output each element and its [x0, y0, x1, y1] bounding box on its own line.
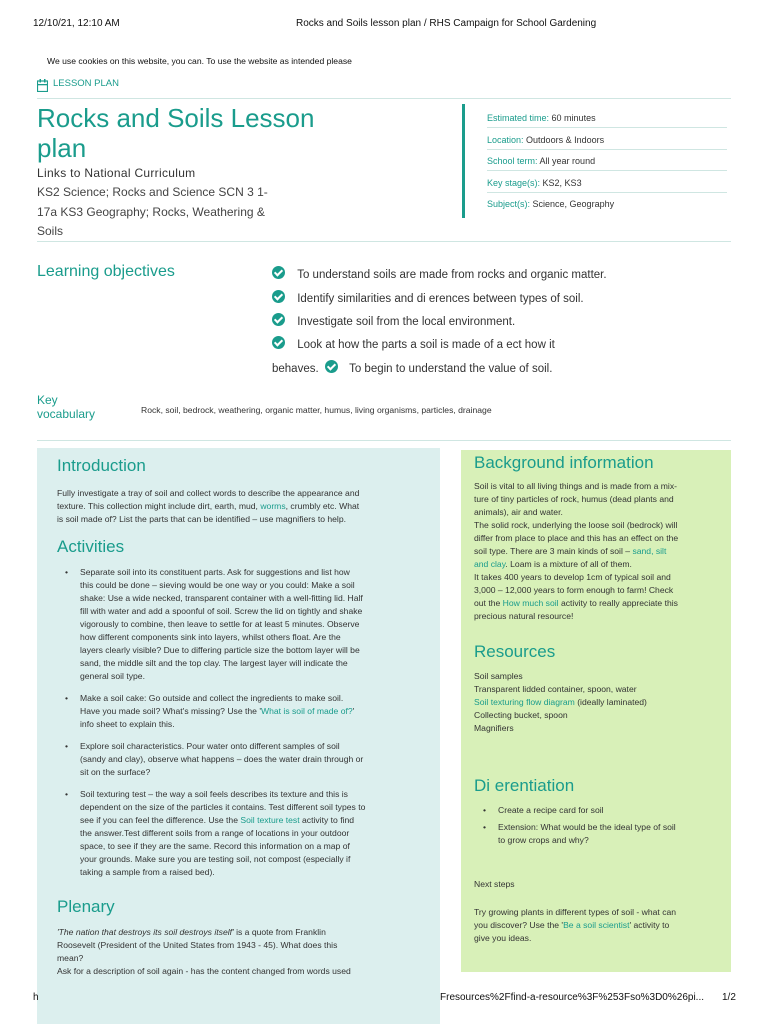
- text-span: see if you can feel the difference. Use the: [80, 815, 238, 825]
- learning-objectives-heading: Learning objectives: [37, 263, 175, 280]
- lesson-info-box: [462, 104, 733, 218]
- text-span: Have you made soil? What's missing? Use the ': [80, 706, 261, 716]
- text-line: Try growing plants in different types of soil - what can: [474, 907, 677, 917]
- text-span: , crumbly etc. What: [285, 501, 360, 511]
- resource-item: [474, 696, 724, 709]
- curriculum-heading: Links to National Curriculum: [37, 166, 196, 180]
- resource-item: Soil samples: [474, 671, 523, 681]
- objective-text: behaves.: [272, 363, 319, 375]
- text-span: ' activity to: [629, 920, 670, 930]
- divider: [37, 440, 731, 441]
- text-line: • Create a recipe card for soil: [498, 805, 604, 815]
- info-estimated-time: [487, 113, 727, 128]
- info-subjects: [487, 199, 727, 213]
- curriculum-line: KS2 Science; Rocks and Science SCN 3 1-: [37, 185, 268, 199]
- text-line: 3,000 – 12,000 years to form enough to farm! Check: [474, 585, 674, 595]
- be-a-soil-scientist-link[interactable]: Be a soil scientist: [563, 920, 630, 930]
- key-vocabulary-heading: Key: [37, 393, 58, 407]
- text-line: sand, the middle silt and the top clay. The largest layer will indicate the: [80, 658, 348, 668]
- text-line: Ask for a description of soil again - has the content changed from words used: [57, 966, 351, 976]
- next-steps-heading: Next steps: [474, 879, 515, 889]
- text-span: (ideally laminated): [577, 697, 647, 707]
- introduction-heading: Introduction: [57, 456, 146, 475]
- activity-item: [37, 788, 432, 879]
- text-span: activity to really appreciate this: [560, 598, 678, 608]
- objective-item: [272, 360, 552, 375]
- resources-list: [474, 670, 724, 735]
- text-line: • Extension: What would be the ideal type of soil: [498, 822, 676, 832]
- text-line: Soil is vital to all living things and is made from a mix-: [474, 481, 677, 491]
- text-line: (sandy and clay), observe what happens – does the water drain through or: [80, 754, 364, 764]
- info-school-term: [487, 156, 727, 171]
- page-title-line2: plan: [37, 133, 87, 163]
- curriculum-line: 17a KS3 Geography; Rocks, Weathering &: [37, 205, 265, 219]
- text-line: give you ideas.: [474, 933, 532, 943]
- activities-heading: Activities: [57, 537, 125, 556]
- text-line: sit on the surface?: [80, 767, 151, 777]
- text-line: animals), air and water.: [474, 507, 563, 517]
- text-line: [57, 500, 427, 513]
- resources-heading: Resources: [474, 642, 556, 661]
- resource-item: Magnifiers: [474, 723, 514, 733]
- activity-item: [37, 692, 432, 731]
- resource-item: Transparent lidded container, spoon, water: [474, 684, 637, 694]
- text-line: [474, 597, 724, 610]
- objective-text: To begin to understand the value of soil.: [349, 363, 553, 375]
- text-line: [474, 545, 724, 558]
- text-line: ture of tiny particles of rock, humus (dead plants and: [474, 494, 674, 504]
- text-line: [474, 919, 724, 932]
- info-value: Science, Geography: [532, 199, 615, 209]
- text-line: [474, 558, 724, 571]
- lesson-plan-label: LESSON PLAN: [53, 78, 119, 89]
- check-icon: [272, 290, 285, 303]
- resource-item: Collecting bucket, spoon: [474, 710, 568, 720]
- objective-text: To understand soils are made from rocks and organic matter.: [297, 269, 607, 281]
- plenary-heading: Plenary: [57, 897, 115, 916]
- text-line: [80, 814, 432, 827]
- info-label: Location:: [487, 135, 524, 145]
- text-line: layers clearly visible? Due to differing particle size the bottom layer will be: [80, 645, 360, 655]
- text-line: to grow crops and why?: [498, 835, 589, 845]
- text-line: fill with water and add a spoonful of soil. Screw the lid on tightly and shake: [80, 606, 363, 616]
- text-line: is soil made of? List the parts that can be identified – use magnifiers to help.: [57, 514, 347, 524]
- info-location: [487, 135, 727, 150]
- worms-link[interactable]: worms: [260, 501, 286, 511]
- check-icon: [272, 266, 285, 279]
- check-icon: [325, 360, 338, 373]
- objective-text: Investigate soil from the local environment.: [297, 316, 516, 328]
- key-vocabulary-heading: vocabulary: [37, 407, 96, 421]
- text-line: info sheet to explain this.: [80, 719, 175, 729]
- activities-list: [37, 566, 432, 879]
- objective-text: Identify similarities and di erences between types of soil.: [297, 293, 584, 305]
- text-span: . Loam is a mixture of all of them.: [505, 559, 632, 569]
- text-span: ': [352, 706, 355, 716]
- lesson-plan-icon: [37, 79, 48, 92]
- footer-page-number: 1/2: [722, 992, 736, 1003]
- text-line: this could be done – sieving would be one way or you could: Make a soil: [80, 580, 355, 590]
- check-icon: [272, 313, 285, 326]
- info-label: Estimated time:: [487, 113, 550, 123]
- text-line: vigorously to combine, then leave to settle for at least 5 minutes. Observe: [80, 619, 360, 629]
- key-vocabulary-text: Rock, soil, bedrock, weathering, organic matter, humus, living organisms, particles, drainage: [141, 405, 492, 415]
- curriculum-line: Soils: [37, 224, 64, 238]
- text-line: space, to see if they are the same. Record this information on a map of: [80, 841, 350, 851]
- text-line: • Explore soil characteristics. Pour water onto different samples of soil: [80, 741, 340, 751]
- print-datetime: 12/10/21, 12:10 AM: [33, 18, 120, 29]
- objective-item: [272, 313, 515, 328]
- text-line: It takes 400 years to develop 1cm of typical soil and: [474, 572, 671, 582]
- soil-types-link[interactable]: and clay: [474, 559, 506, 569]
- soil-texture-test-link[interactable]: Soil texture test: [240, 815, 300, 825]
- objective-item: [272, 266, 607, 281]
- info-label: Subject(s):: [487, 199, 531, 209]
- text-span: activity to find: [302, 815, 355, 825]
- divider: [37, 98, 731, 99]
- info-value: All year round: [539, 156, 596, 166]
- text-span: you discover? Use the ': [474, 920, 564, 930]
- text-line: [80, 705, 432, 718]
- plenary-text: [57, 926, 427, 978]
- info-label: Key stage(s):: [487, 178, 541, 188]
- background-text: [474, 480, 724, 623]
- text-line: your grounds. Make sure you are testing soil, not compost (especially if: [80, 854, 351, 864]
- text-line: [57, 926, 427, 939]
- differentiation-list: [455, 804, 725, 847]
- background-heading: Background information: [474, 453, 654, 472]
- introduction-text: [57, 487, 427, 526]
- text-line: mean?: [57, 953, 84, 963]
- text-line: shake: Use a wide necked, transparent container with a well-fitting lid. Half: [80, 593, 363, 603]
- text-span: soil type. There are 3 main kinds of soil –: [474, 546, 631, 556]
- page-title-line1: Rocks and Soils Lesson: [37, 103, 315, 133]
- text-line: the answer.Test different soils from a range of locations in your outdoor: [80, 828, 350, 838]
- divider: [37, 241, 731, 242]
- info-label: School term:: [487, 156, 538, 166]
- text-line: Fully investigate a tray of soil and collect words to describe the appearance and: [57, 488, 360, 498]
- how-much-soil-link[interactable]: How much soil: [502, 598, 559, 608]
- text-span: out the: [474, 598, 501, 608]
- text-line: precious natural resource!: [474, 611, 574, 621]
- objective-item: [272, 290, 584, 305]
- soil-texturing-flow-diagram-link[interactable]: Soil texturing flow diagram: [474, 697, 575, 707]
- text-line: Roosevelt (President of the United States from 1943 - 45). What does this: [57, 940, 338, 950]
- quote-text: 'The nation that destroys its soil destroys itself': [57, 927, 234, 937]
- text-line: differ from place to place and this has an effect on the: [474, 533, 679, 543]
- text-line: general soil type.: [80, 671, 145, 681]
- text-span: is a quote from Franklin: [236, 927, 326, 937]
- soil-types-link[interactable]: sand, silt: [632, 546, 667, 556]
- what-is-soil-made-of-link[interactable]: What is soil of made of?: [260, 706, 353, 716]
- cookie-notice: We use cookies on this website, you can. To use the website as intended please: [47, 56, 352, 66]
- text-line: The solid rock, underlying the loose soil (bedrock) will: [474, 520, 678, 530]
- text-line: dependent on the size of the particles it contains. Test different soil types to: [80, 802, 366, 812]
- differentiation-item: [455, 821, 725, 847]
- check-icon: [272, 336, 285, 349]
- text-span: texture. This collection might include dirt, earth, mud,: [57, 501, 258, 511]
- info-value: 60 minutes: [551, 113, 596, 123]
- print-page-title: Rocks and Soils lesson plan / RHS Campaign for School Gardening: [296, 18, 597, 29]
- info-value: KS2, KS3: [542, 178, 582, 188]
- text-line: how different components sink into layers, whilst others float. Are the: [80, 632, 341, 642]
- objective-text: Look at how the parts a soil is made of a ect how it: [297, 339, 555, 351]
- text-line: • Soil texturing test – the way a soil feels describes its texture and this is: [80, 789, 348, 799]
- text-line: • Make a soil cake: Go outside and collect the ingredients to make soil.: [80, 693, 344, 703]
- info-value: Outdoors & Indoors: [526, 135, 605, 145]
- objective-item: [272, 336, 555, 351]
- activity-item: [37, 566, 432, 683]
- footer-url: Fresources%2Ffind-a-resource%3F%253Fso%3D0%26pi...: [440, 992, 705, 1003]
- next-steps-text: [474, 906, 724, 945]
- activity-item: [37, 740, 432, 779]
- text-line: • Separate soil into its constituent parts. Ask for suggestions and list how: [80, 567, 350, 577]
- footer-url-fragment: h: [33, 992, 39, 1003]
- differentiation-heading: Di erentiation: [474, 776, 575, 795]
- info-key-stage: [487, 178, 727, 193]
- text-line: taking a sample from a raised bed).: [80, 867, 215, 877]
- differentiation-item: [455, 804, 725, 817]
